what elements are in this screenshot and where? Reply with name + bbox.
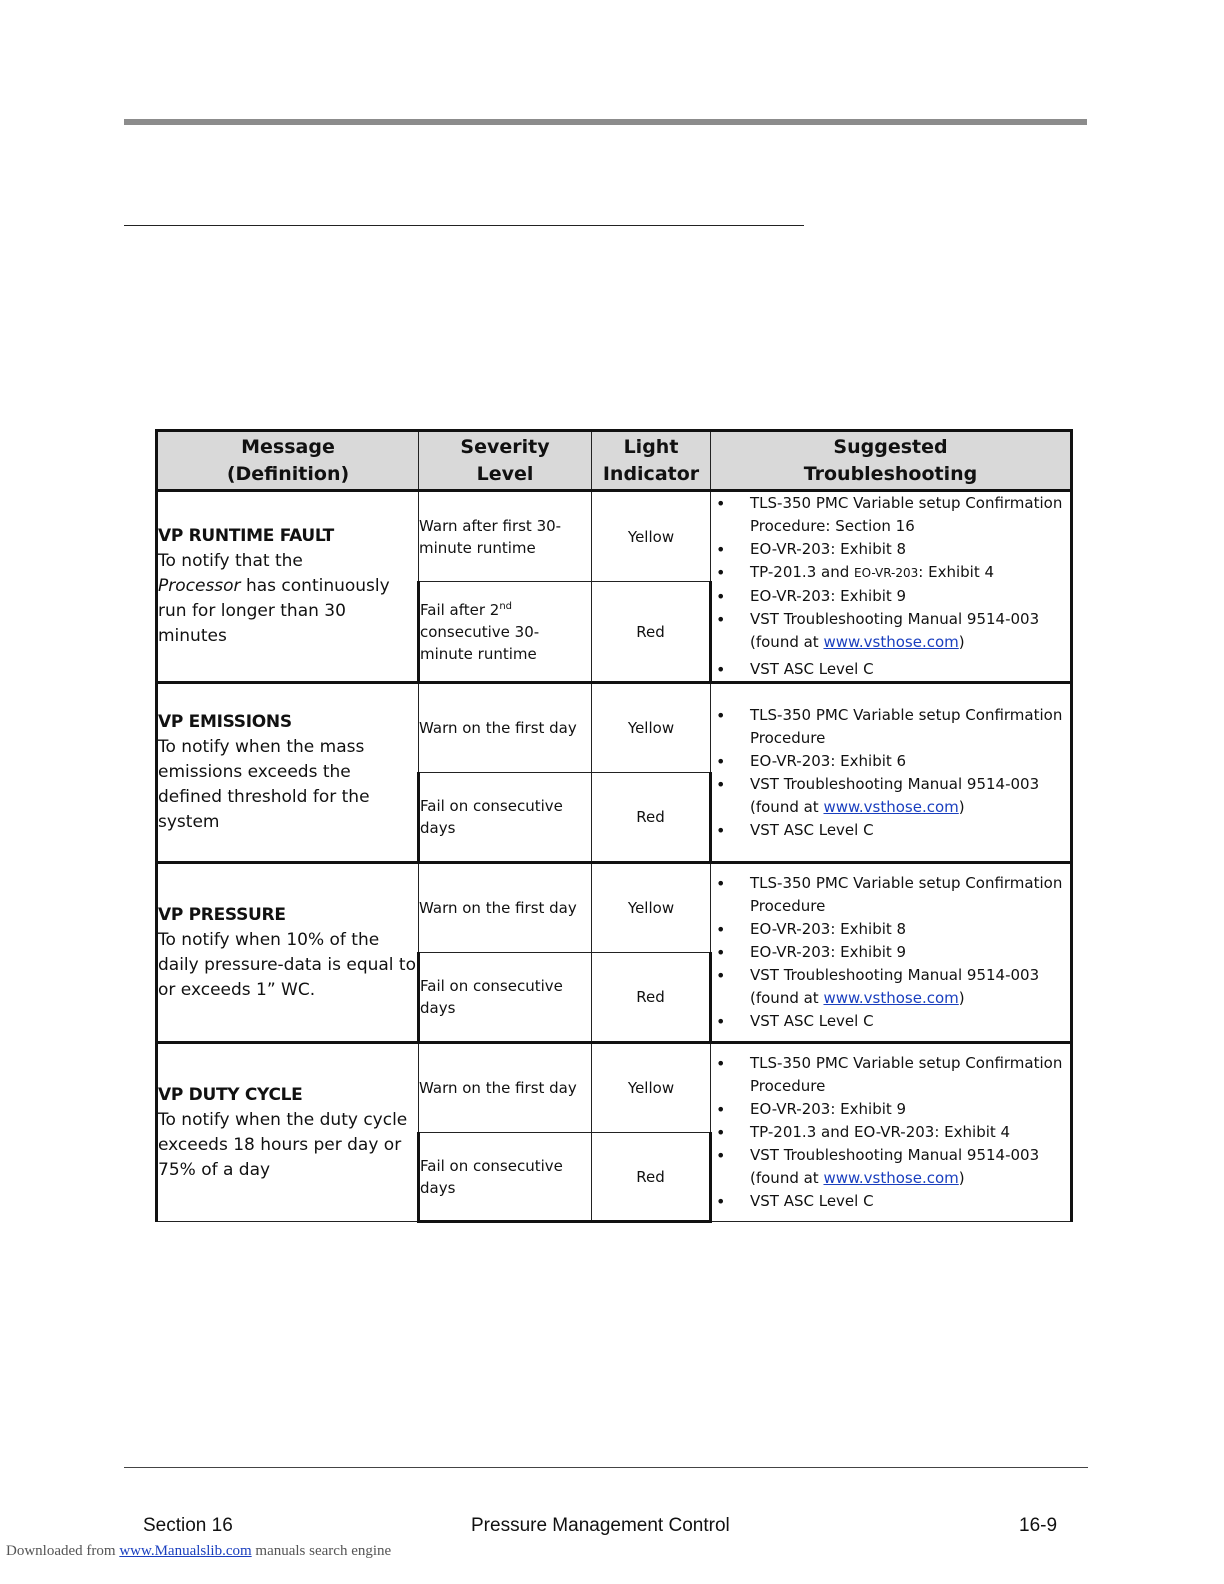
manualslib-link[interactable]: www.Manualslib.com bbox=[119, 1543, 252, 1559]
light-indicator-red: Red bbox=[592, 773, 711, 863]
message-title: VP DUTY CYCLE bbox=[158, 1084, 303, 1105]
vsthose-link[interactable]: www.vsthose.com bbox=[823, 1169, 959, 1187]
vsthose-link[interactable]: www.vsthose.com bbox=[823, 633, 959, 651]
header-row bbox=[157, 431, 1072, 491]
download-note: Downloaded from www.Manualslib.com manuals search engine bbox=[6, 1543, 392, 1559]
list-item: • TLS-350 PMC Variable setup Confirmation Procedure bbox=[712, 872, 1070, 918]
vsthose-link[interactable]: www.vsthose.com bbox=[823, 989, 959, 1007]
footer-rule bbox=[124, 1467, 1088, 1468]
troubleshooting-cell bbox=[711, 863, 1072, 1043]
troubleshooting-list bbox=[712, 872, 1070, 1033]
list-item: • VST Troubleshooting Manual 9514-003 (found at www.vsthose.com) bbox=[712, 608, 1070, 654]
severity-warn: Warn on the first day bbox=[419, 1043, 592, 1133]
list-item: • VST ASC Level C bbox=[712, 819, 1070, 842]
light-indicator-yellow: Yellow bbox=[592, 863, 711, 953]
list-item: • EO-VR-203: Exhibit 8 bbox=[712, 538, 1070, 561]
troubleshooting-cell bbox=[711, 683, 1072, 863]
severity-fail: Fail on consecutive days bbox=[419, 953, 592, 1043]
message-definition: To notify when the duty cycle exceeds 18 hours per day or 75% of a day bbox=[158, 1109, 408, 1180]
table-row bbox=[157, 491, 1072, 582]
footer-title: Pressure Management Control bbox=[471, 1515, 730, 1536]
severity-warn: Warn on the first day bbox=[419, 863, 592, 953]
message-cell bbox=[157, 683, 419, 863]
message-definition: To notify when 10% of the daily pressure-data is equal to or exceeds 1” WC. bbox=[158, 929, 416, 1000]
light-indicator-yellow: Yellow bbox=[592, 683, 711, 773]
list-item: • TP-201.3 and EO-VR-203: Exhibit 4 bbox=[712, 1121, 1070, 1144]
severity-fail: Fail after 2nd consecutive 30-minute runtime bbox=[419, 582, 592, 683]
table-row bbox=[157, 1043, 1072, 1133]
light-indicator-red: Red bbox=[592, 953, 711, 1043]
list-item: • VST Troubleshooting Manual 9514-003 (found at www.vsthose.com) bbox=[712, 773, 1070, 819]
list-item: • VST ASC Level C bbox=[712, 1190, 1070, 1213]
list-item: • VST ASC Level C bbox=[712, 1010, 1070, 1033]
header-troubleshooting: Suggested Troubleshooting bbox=[711, 431, 1072, 491]
header-rule bbox=[124, 119, 1087, 125]
message-title: VP EMISSIONS bbox=[158, 712, 292, 732]
message-definition: To notify that the Processor has continuously run for longer than 30 minutes bbox=[158, 551, 390, 646]
light-indicator-red: Red bbox=[592, 582, 711, 683]
list-item: • TP-201.3 and EO-VR-203: Exhibit 4 bbox=[712, 561, 1070, 585]
severity-warn: Warn after first 30-minute runtime bbox=[419, 491, 592, 582]
title-underline bbox=[124, 225, 804, 226]
message-cell bbox=[157, 1043, 419, 1222]
severity-fail: Fail on consecutive days bbox=[419, 773, 592, 863]
list-item: • VST Troubleshooting Manual 9514-003 (found at www.vsthose.com) bbox=[712, 964, 1070, 1010]
troubleshooting-cell bbox=[711, 491, 1072, 683]
message-cell bbox=[157, 491, 419, 683]
list-item: • TLS-350 PMC Variable setup Confirmation Procedure bbox=[712, 1052, 1070, 1098]
list-item: • TLS-350 PMC Variable setup Confirmation Procedure: Section 16 bbox=[712, 492, 1070, 538]
vsthose-link[interactable]: www.vsthose.com bbox=[823, 797, 959, 816]
troubleshooting-cell bbox=[711, 1043, 1072, 1222]
light-indicator-yellow: Yellow bbox=[592, 1043, 711, 1133]
troubleshooting-list bbox=[712, 492, 1070, 681]
list-item: • EO-VR-203: Exhibit 8 bbox=[712, 918, 1070, 941]
header-severity: Severity Level bbox=[419, 431, 592, 491]
table-row bbox=[157, 863, 1072, 953]
footer-section: Section 16 bbox=[143, 1515, 233, 1536]
list-item: • EO-VR-203: Exhibit 9 bbox=[712, 941, 1070, 964]
light-indicator-red: Red bbox=[592, 1133, 711, 1222]
severity-fail: Fail on consecutive days bbox=[419, 1133, 592, 1222]
message-title: VP PRESSURE bbox=[158, 904, 286, 925]
list-item: • VST ASC Level C bbox=[712, 658, 1070, 681]
light-indicator-yellow: Yellow bbox=[592, 491, 711, 582]
severity-warn: Warn on the first day bbox=[419, 683, 592, 773]
troubleshooting-list bbox=[712, 704, 1070, 842]
list-item: • EO-VR-203: Exhibit 9 bbox=[712, 1098, 1070, 1121]
table-row bbox=[157, 683, 1072, 773]
list-item: • VST Troubleshooting Manual 9514-003 (found at www.vsthose.com) bbox=[712, 1144, 1070, 1190]
alarm-message-table bbox=[155, 429, 1073, 1223]
list-item: • EO-VR-203: Exhibit 6 bbox=[712, 750, 1070, 773]
list-item: • TLS-350 PMC Variable setup Confirmation Procedure bbox=[712, 704, 1070, 750]
troubleshooting-list bbox=[712, 1052, 1070, 1213]
header-message: Message (Definition) bbox=[157, 431, 419, 491]
header-light: Light Indicator bbox=[592, 431, 711, 491]
footer-page-number: 16-9 bbox=[1019, 1515, 1058, 1536]
list-item: • EO-VR-203: Exhibit 9 bbox=[712, 585, 1070, 608]
message-title: VP RUNTIME FAULT bbox=[158, 526, 334, 546]
message-cell bbox=[157, 863, 419, 1043]
message-definition: To notify when the mass emissions exceeds the defined threshold for the system bbox=[158, 737, 370, 832]
